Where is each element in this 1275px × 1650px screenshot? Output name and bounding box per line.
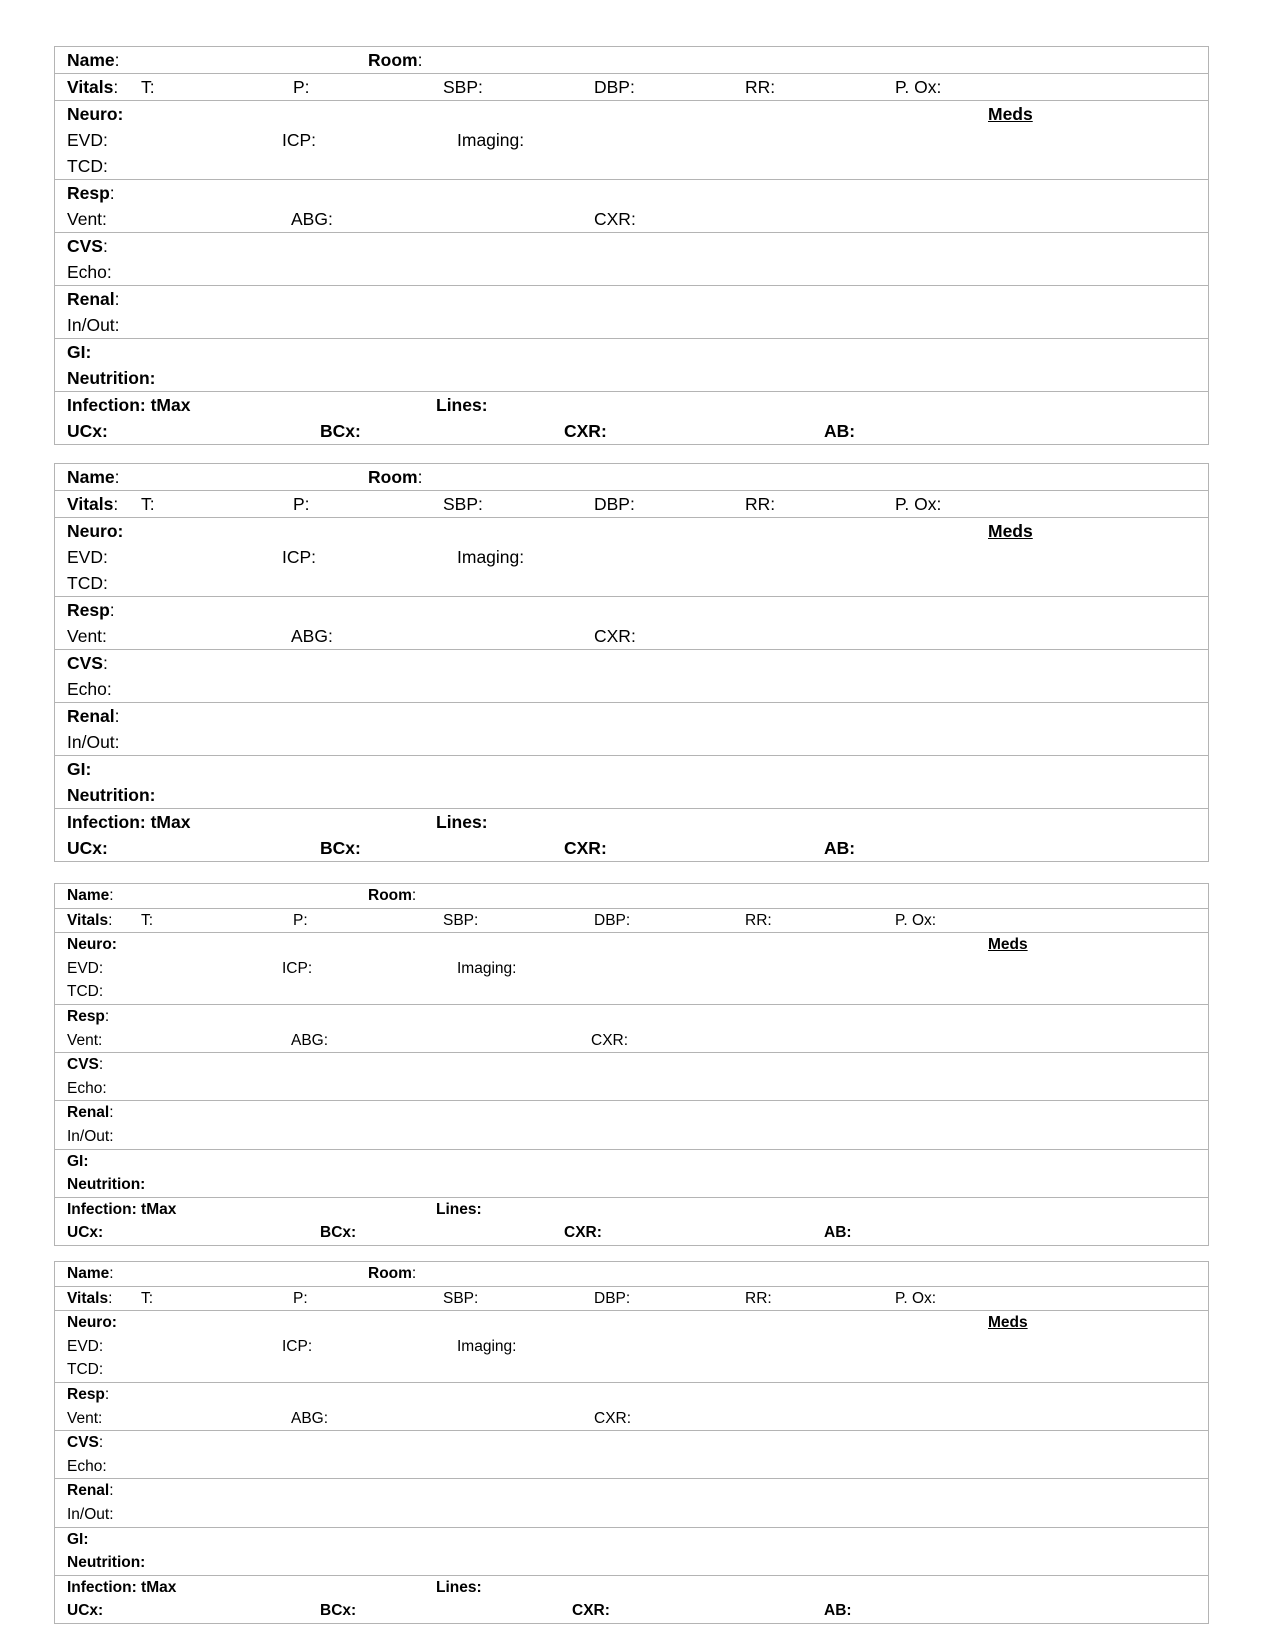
imaging-field-label[interactable]: Imaging: [457,547,525,567]
lines-field-label[interactable]: Lines: [436,812,488,832]
renal-section [55,702,1208,755]
name-room-row [55,464,1208,490]
pulse-field-label[interactable]: P: [293,77,310,97]
ab-field-label[interactable]: AB: [824,838,856,858]
ucx-field-label[interactable]: UCx: [67,421,108,441]
infection-cxr-field-label[interactable]: CXR: [572,1602,610,1620]
in-out-field-label[interactable]: In/Out: [67,315,120,335]
temperature-field-label[interactable]: T: [141,1289,154,1307]
resp-section [55,1004,1208,1052]
meds-heading: Meds [988,1314,1028,1332]
in-out-field-label[interactable]: In/Out: [67,732,120,752]
cvs-heading: CVS: [67,1434,104,1452]
name-field-label[interactable]: Name: [67,467,120,487]
icp-field-label[interactable]: ICP: [282,547,317,567]
sbp-field-label[interactable]: SBP: [443,1289,479,1307]
resp-section [55,1382,1208,1430]
sbp-field-label[interactable]: SBP: [443,911,479,929]
echo-field-label[interactable]: Echo: [67,262,112,282]
renal-heading: Renal: [67,706,120,726]
meds-heading: Meds [988,936,1028,954]
neuro-heading: Neuro: [67,104,124,124]
echo-field-label[interactable]: Echo: [67,679,112,699]
abg-field-label[interactable]: ABG: [291,1409,329,1427]
nutrition-field-label[interactable]: Neutrition: [67,1176,146,1194]
ucx-field-label[interactable]: UCx: [67,838,108,858]
renal-heading: Renal: [67,289,120,309]
tcd-field-label[interactable]: TCD: [67,1361,104,1379]
rr-field-label[interactable]: RR: [745,911,772,929]
dbp-field-label[interactable]: DBP: [594,911,631,929]
sbp-field-label[interactable]: SBP: [443,77,483,97]
resp-heading: Resp: [67,1007,110,1025]
infection-cxr-field-label[interactable]: CXR: [564,838,607,858]
abg-field-label[interactable]: ABG: [291,626,333,646]
resp-heading: Resp: [67,1385,110,1403]
room-field-label[interactable]: Room: [368,887,417,904]
vitals-label: Vitals: [67,494,119,514]
resp-cxr-field-label[interactable]: CXR: [594,209,636,229]
renal-section [55,1478,1208,1526]
vitals-row [55,1286,1208,1311]
lines-field-label[interactable]: Lines: [436,1578,482,1596]
pulse-field-label[interactable]: P: [293,494,310,514]
gi-heading: GI: [67,1530,89,1548]
patient-card [54,883,1209,1246]
renal-heading: Renal: [67,1104,114,1122]
tcd-field-label[interactable]: TCD: [67,573,108,593]
tcd-field-label[interactable]: TCD: [67,156,108,176]
imaging-field-label[interactable]: Imaging: [457,130,525,150]
cvs-heading: CVS: [67,653,108,673]
abg-field-label[interactable]: ABG: [291,1031,329,1049]
bcx-field-label[interactable]: BCx: [320,1224,357,1242]
dbp-field-label[interactable]: DBP: [594,494,635,514]
name-room-row [55,884,1208,908]
room-field-label[interactable]: Room: [368,1265,417,1282]
neuro-heading: Neuro: [67,521,124,541]
temperature-field-label[interactable]: T: [141,911,154,929]
vent-field-label[interactable]: Vent: [67,1409,103,1427]
name-room-row [55,47,1208,73]
icp-field-label[interactable]: ICP: [282,959,313,977]
imaging-field-label[interactable]: Imaging: [457,1337,517,1355]
gi-heading: GI: [67,759,92,779]
neuro-section [55,1310,1208,1382]
infection-section [55,808,1208,861]
nutrition-field-label[interactable]: Neutrition: [67,1554,146,1572]
infection-section [55,1575,1208,1623]
dbp-field-label[interactable]: DBP: [594,1289,631,1307]
renal-section [55,285,1208,338]
bcx-field-label[interactable]: BCx: [320,1602,357,1620]
lines-field-label[interactable]: Lines: [436,1200,482,1218]
resp-cxr-field-label[interactable]: CXR: [594,1409,632,1427]
gi-section [55,1149,1208,1197]
neuro-section [55,932,1208,1004]
echo-field-label[interactable]: Echo: [67,1079,107,1097]
bcx-field-label[interactable]: BCx: [320,421,361,441]
vent-field-label[interactable]: Vent: [67,1031,103,1049]
rr-field-label[interactable]: RR: [745,494,776,514]
pulse-field-label[interactable]: P: [293,911,308,929]
dbp-field-label[interactable]: DBP: [594,77,635,97]
vent-field-label[interactable]: Vent: [67,626,107,646]
infection-section [55,391,1208,444]
renal-section [55,1100,1208,1148]
resp-cxr-field-label[interactable]: CXR: [591,1031,629,1049]
gi-heading: GI: [67,1152,89,1170]
name-room-row [55,1262,1208,1286]
name-field-label[interactable]: Name: [67,50,120,70]
evd-field-label[interactable]: EVD: [67,130,108,150]
infection-tmax-field-label[interactable]: Infection: tMax [67,1200,177,1218]
gi-section [55,338,1208,391]
patient-card [54,1261,1209,1624]
gi-section [55,1527,1208,1575]
room-field-label[interactable]: Room: [368,467,423,487]
gi-section [55,755,1208,808]
cvs-heading: CVS: [67,236,108,256]
infection-cxr-field-label[interactable]: CXR: [564,1224,602,1242]
renal-heading: Renal: [67,1482,114,1500]
vitals-row [55,73,1208,100]
resp-heading: Resp: [67,600,115,620]
meds-heading: Meds [988,104,1033,124]
vitals-label: Vitals: [67,77,119,97]
pulse-ox-field-label[interactable]: P. Ox: [895,77,942,97]
patient-card [54,463,1209,862]
sbp-field-label[interactable]: SBP: [443,494,483,514]
infection-tmax-field-label[interactable]: Infection: tMax [67,395,191,415]
resp-heading: Resp: [67,183,115,203]
temperature-field-label[interactable]: T: [141,494,155,514]
name-field-label[interactable]: Name: [67,887,114,904]
patient-card [54,46,1209,445]
resp-cxr-field-label[interactable]: CXR: [594,626,636,646]
cvs-section [55,1052,1208,1100]
in-out-field-label[interactable]: In/Out: [67,1127,114,1145]
pulse-ox-field-label[interactable]: P. Ox: [895,1289,937,1307]
ab-field-label[interactable]: AB: [824,1224,852,1242]
vitals-label: Vitals: [67,1289,113,1307]
room-field-label[interactable]: Room: [368,50,423,70]
cvs-section [55,232,1208,285]
infection-tmax-field-label[interactable]: Infection: tMax [67,812,191,832]
ab-field-label[interactable]: AB: [824,421,856,441]
cvs-section [55,1430,1208,1478]
evd-field-label[interactable]: EVD: [67,547,108,567]
abg-field-label[interactable]: ABG: [291,209,333,229]
evd-field-label[interactable]: EVD: [67,1337,104,1355]
nutrition-field-label[interactable]: Neutrition: [67,785,156,805]
echo-field-label[interactable]: Echo: [67,1457,107,1475]
cvs-section [55,649,1208,702]
pulse-ox-field-label[interactable]: P. Ox: [895,911,937,929]
vitals-row [55,490,1208,517]
ab-field-label[interactable]: AB: [824,1602,852,1620]
vitals-row [55,908,1208,933]
icp-field-label[interactable]: ICP: [282,130,317,150]
infection-tmax-field-label[interactable]: Infection: tMax [67,1578,177,1596]
nutrition-field-label[interactable]: Neutrition: [67,368,156,388]
pulse-ox-field-label[interactable]: P. Ox: [895,494,942,514]
resp-section [55,596,1208,649]
ucx-field-label[interactable]: UCx: [67,1224,104,1242]
tcd-field-label[interactable]: TCD: [67,983,104,1001]
vent-field-label[interactable]: Vent: [67,209,107,229]
name-field-label[interactable]: Name: [67,1265,114,1282]
rr-field-label[interactable]: RR: [745,1289,772,1307]
neuro-section [55,517,1208,596]
lines-field-label[interactable]: Lines: [436,395,488,415]
evd-field-label[interactable]: EVD: [67,959,104,977]
neuro-heading: Neuro: [67,1314,117,1332]
infection-section [55,1197,1208,1245]
neuro-section [55,100,1208,179]
meds-heading: Meds [988,521,1033,541]
neuro-heading: Neuro: [67,936,117,954]
imaging-field-label[interactable]: Imaging: [457,959,517,977]
rr-field-label[interactable]: RR: [745,77,776,97]
bcx-field-label[interactable]: BCx: [320,838,361,858]
in-out-field-label[interactable]: In/Out: [67,1505,114,1523]
icp-field-label[interactable]: ICP: [282,1337,313,1355]
infection-cxr-field-label[interactable]: CXR: [564,421,607,441]
gi-heading: GI: [67,342,92,362]
cvs-heading: CVS: [67,1056,104,1074]
ucx-field-label[interactable]: UCx: [67,1602,104,1620]
resp-section [55,179,1208,232]
temperature-field-label[interactable]: T: [141,77,155,97]
pulse-field-label[interactable]: P: [293,1289,308,1307]
vitals-label: Vitals: [67,911,113,929]
